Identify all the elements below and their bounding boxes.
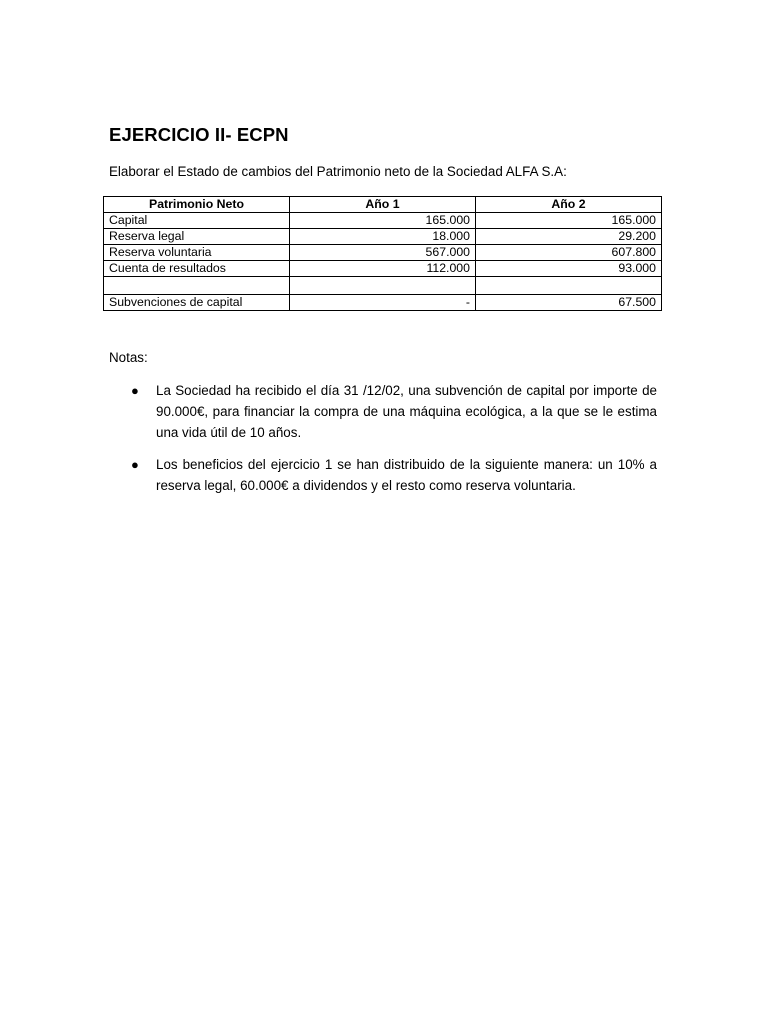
cell-value bbox=[476, 277, 662, 295]
table-row bbox=[104, 229, 662, 245]
cell-value: 29.200 bbox=[476, 229, 662, 245]
column-header: Año 2 bbox=[476, 197, 662, 213]
row-label: Capital bbox=[104, 213, 290, 229]
table-row bbox=[104, 245, 662, 261]
intro-paragraph: Elaborar el Estado de cambios del Patrimonio neto de la Sociedad ALFA S.A: bbox=[109, 164, 567, 179]
row-label: Reserva legal bbox=[104, 229, 290, 245]
cell-value: - bbox=[290, 295, 476, 311]
note-text: La Sociedad ha recibido el día 31 /12/02, una subvención de capital por importe de 90.000€, para financiar la compra de una máquina ecológica, a la que se le estima una vida útil de 10 años. bbox=[156, 383, 657, 440]
note-text: Los beneficios del ejercicio 1 se han distribuido de la siguiente manera: un 10% a reserva legal, 60.000€ a dividendos y el resto como reserva voluntaria. bbox=[156, 457, 657, 493]
page-title: EJERCICIO II- ECPN bbox=[109, 124, 289, 145]
row-label: Cuenta de resultados bbox=[104, 261, 290, 277]
bullet-icon: ● bbox=[131, 383, 139, 398]
table-row-empty bbox=[104, 277, 662, 295]
cell-value: 93.000 bbox=[476, 261, 662, 277]
table-header-row bbox=[104, 197, 662, 213]
cell-value: 18.000 bbox=[290, 229, 476, 245]
list-item bbox=[109, 380, 657, 443]
cell-value: 165.000 bbox=[476, 213, 662, 229]
cell-value: 112.000 bbox=[290, 261, 476, 277]
bullet-icon: ● bbox=[131, 457, 139, 472]
list-item bbox=[109, 454, 657, 496]
notes-list bbox=[109, 380, 657, 507]
row-label: Subvenciones de capital bbox=[104, 295, 290, 311]
table-row bbox=[104, 295, 662, 311]
table-row bbox=[104, 261, 662, 277]
cell-value bbox=[290, 277, 476, 295]
column-header: Patrimonio Neto bbox=[104, 197, 290, 213]
column-header: Año 1 bbox=[290, 197, 476, 213]
row-label bbox=[104, 277, 290, 295]
notes-heading: Notas: bbox=[109, 350, 148, 365]
table-row bbox=[104, 213, 662, 229]
equity-table bbox=[103, 196, 662, 311]
row-label: Reserva voluntaria bbox=[104, 245, 290, 261]
cell-value: 165.000 bbox=[290, 213, 476, 229]
cell-value: 567.000 bbox=[290, 245, 476, 261]
cell-value: 607.800 bbox=[476, 245, 662, 261]
cell-value: 67.500 bbox=[476, 295, 662, 311]
